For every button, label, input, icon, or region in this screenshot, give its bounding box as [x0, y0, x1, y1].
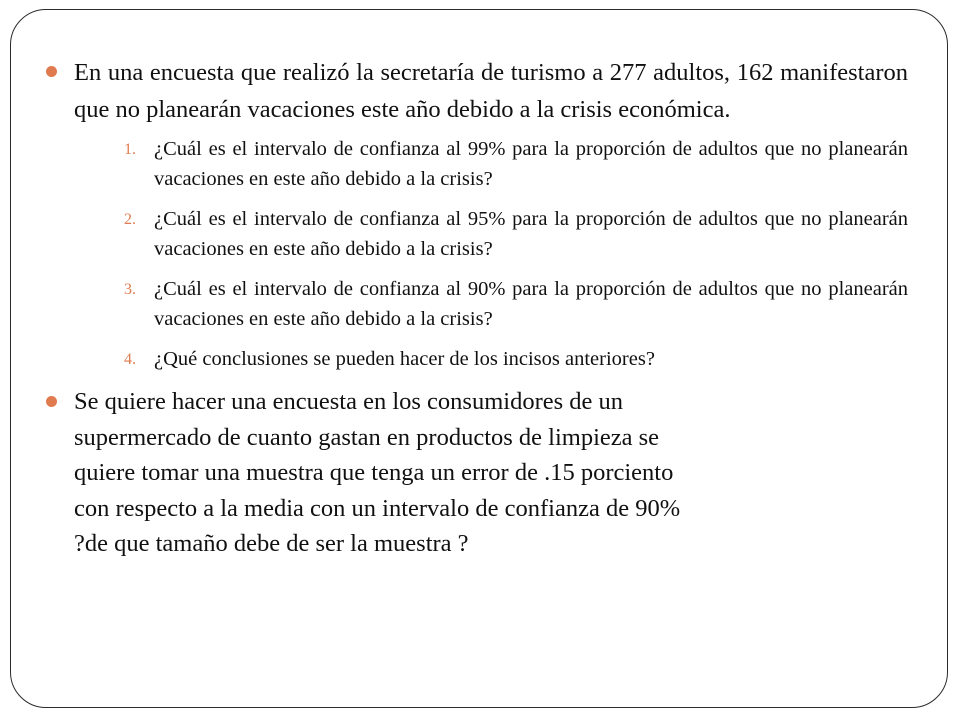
text-line: supermercado de cuanto gastan en productos de limpieza se [74, 423, 660, 451]
question-number: 4. [124, 351, 136, 368]
bullet-dot-icon [46, 396, 57, 407]
text-line: quiere tomar una muestra que tenga un error de .15 porciento [74, 459, 674, 486]
text-line: con respecto a la media con un intervalo de confianza de 90% [74, 494, 681, 522]
question-item [124, 274, 908, 334]
bullet-encuesta-supermercado [46, 384, 908, 562]
text-line: Se quiere hacer una encuesta en los consumidores de un [74, 388, 624, 415]
bullet-dot-icon [46, 66, 57, 77]
bullet-text [74, 384, 908, 562]
bullet-encuesta-turismo [46, 54, 908, 374]
question-text: ¿Cuál es el intervalo de confianza al 95% para la proporción de adultos que no planearán vacaciones en este año debido a la crisis? [154, 208, 908, 260]
text-line: ?de que tamaño debe de ser la muestra ? [74, 530, 469, 557]
bullet-text: En una encuesta que realizó la secretaría de turismo a 277 adultos, 162 manifestaron que no planearán vacaciones este año debido a la crisis económica. [74, 59, 908, 123]
question-item [124, 204, 908, 264]
question-number: 2. [124, 211, 136, 228]
question-text: ¿Cuál es el intervalo de confianza al 99% para la proporción de adultos que no planearán vacaciones en este año debido a la crisis? [154, 138, 908, 190]
question-number: 1. [124, 141, 136, 158]
question-item [124, 134, 908, 194]
slide-content [46, 54, 908, 562]
question-text: ¿Qué conclusiones se pueden hacer de los incisos anteriores? [154, 348, 655, 370]
question-text: ¿Cuál es el intervalo de confianza al 90% para la proporción de adultos que no planearán vacaciones en este año debido a la crisis? [154, 278, 908, 330]
question-number: 3. [124, 281, 136, 298]
question-item [124, 344, 908, 374]
question-list [74, 134, 908, 374]
